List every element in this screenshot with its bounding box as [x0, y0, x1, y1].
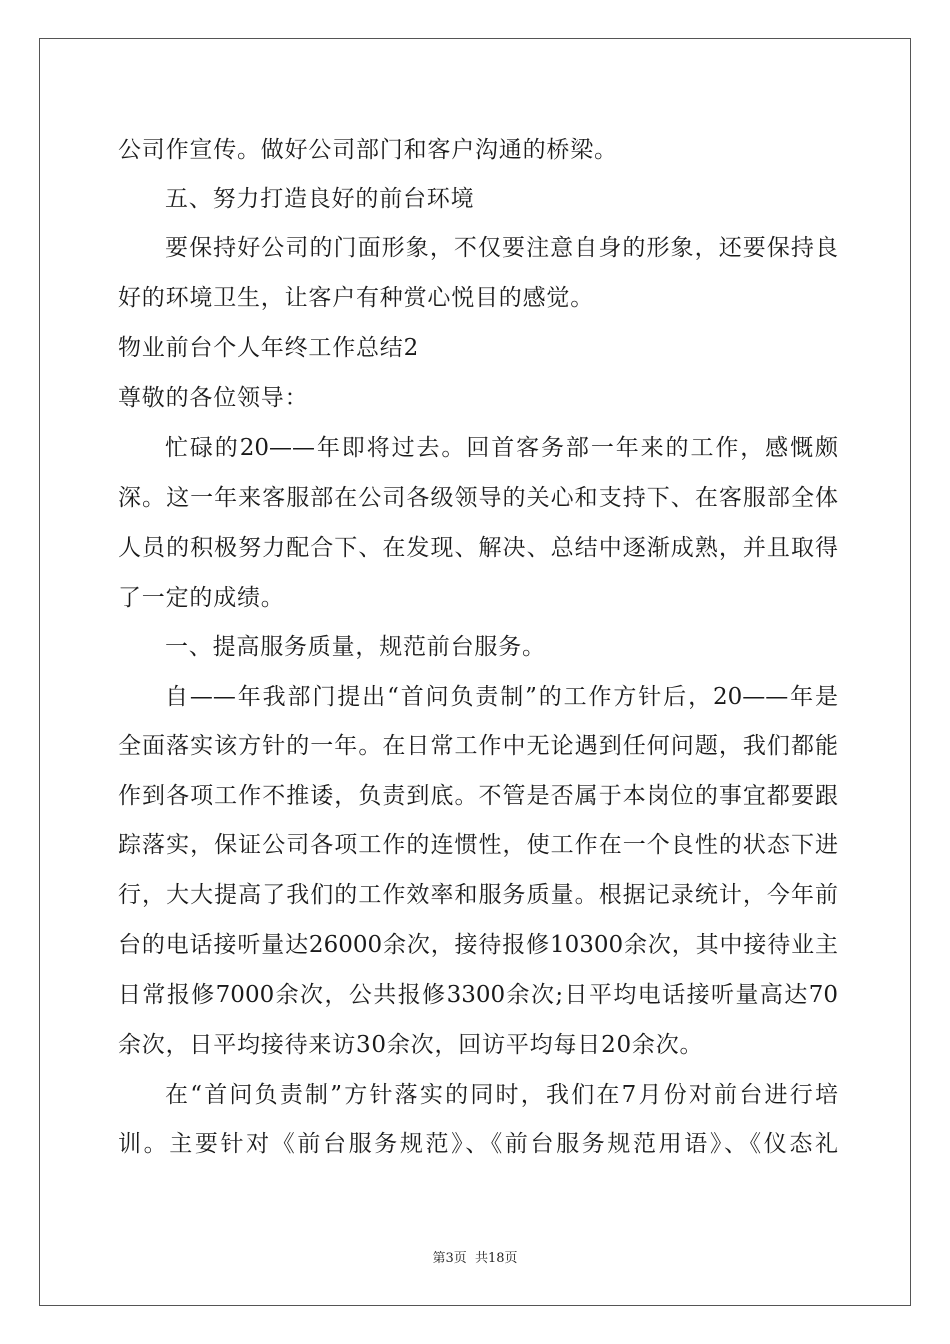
salutation: 尊敬的各位领导： [118, 385, 309, 411]
paragraph-line: 训。主要针对《前台服务规范》、《前台服务规范用语》、《仪态礼 [118, 1131, 838, 1157]
paragraph-line: 全面落实该方针的一年。在日常工作中无论遇到任何问题，我们都能 [118, 733, 838, 759]
paragraph-line: 作到各项工作不推诿，负责到底。不管是否属于本岗位的事宜都要跟 [118, 783, 838, 809]
paragraph-line: 日常报修7000余次，公共报修3300余次;日平均电话接听量高达70 [118, 982, 838, 1008]
page-border [39, 38, 911, 1306]
paragraph-line: 在“首问负责制”方针落实的同时，我们在7月份对前台进行培 [165, 1082, 838, 1108]
section-heading: 五、努力打造良好的前台环境 [165, 186, 475, 212]
document-title: 物业前台个人年终工作总结2 [118, 335, 420, 361]
paragraph-line: 行，大大提高了我们的工作效率和服务质量。根据记录统计，今年前 [118, 882, 838, 908]
paragraph-line: 要保持好公司的门面形象，不仅要注意自身的形象，还要保持良 [165, 235, 838, 261]
paragraph-line: 人员的积极努力配合下、在发现、解决、总结中逐渐成熟，并且取得 [118, 535, 838, 561]
paragraph-line: 了一定的成绩。 [118, 585, 285, 611]
section-heading: 一、提高服务质量，规范前台服务。 [165, 634, 546, 660]
paragraph-line: 公司作宣传。做好公司部门和客户沟通的桥梁。 [118, 137, 618, 163]
page-footer [0, 1247, 950, 1266]
paragraph-line: 余次，日平均接待来访30余次，回访平均每日20余次。 [118, 1032, 704, 1058]
paragraph-line: 踪落实，保证公司各项工作的连惯性，使工作在一个良性的状态下进 [118, 832, 838, 858]
paragraph-line: 深。这一年来客服部在公司各级领导的关心和支持下、在客服部全体 [118, 485, 838, 511]
page-number: 第3页 [432, 1251, 467, 1266]
paragraph-line: 忙碌的20——年即将过去。回首客务部一年来的工作，感慨颇 [165, 435, 838, 461]
paragraph-line: 台的电话接听量达26000余次，接待报修10300余次，其中接待业主 [118, 932, 838, 958]
page-total: 共18页 [474, 1251, 518, 1266]
paragraph-line: 自——年我部门提出“首问负责制”的工作方针后，20——年是 [165, 684, 838, 710]
paragraph-line: 好的环境卫生，让客户有种赏心悦目的感觉。 [118, 285, 594, 311]
